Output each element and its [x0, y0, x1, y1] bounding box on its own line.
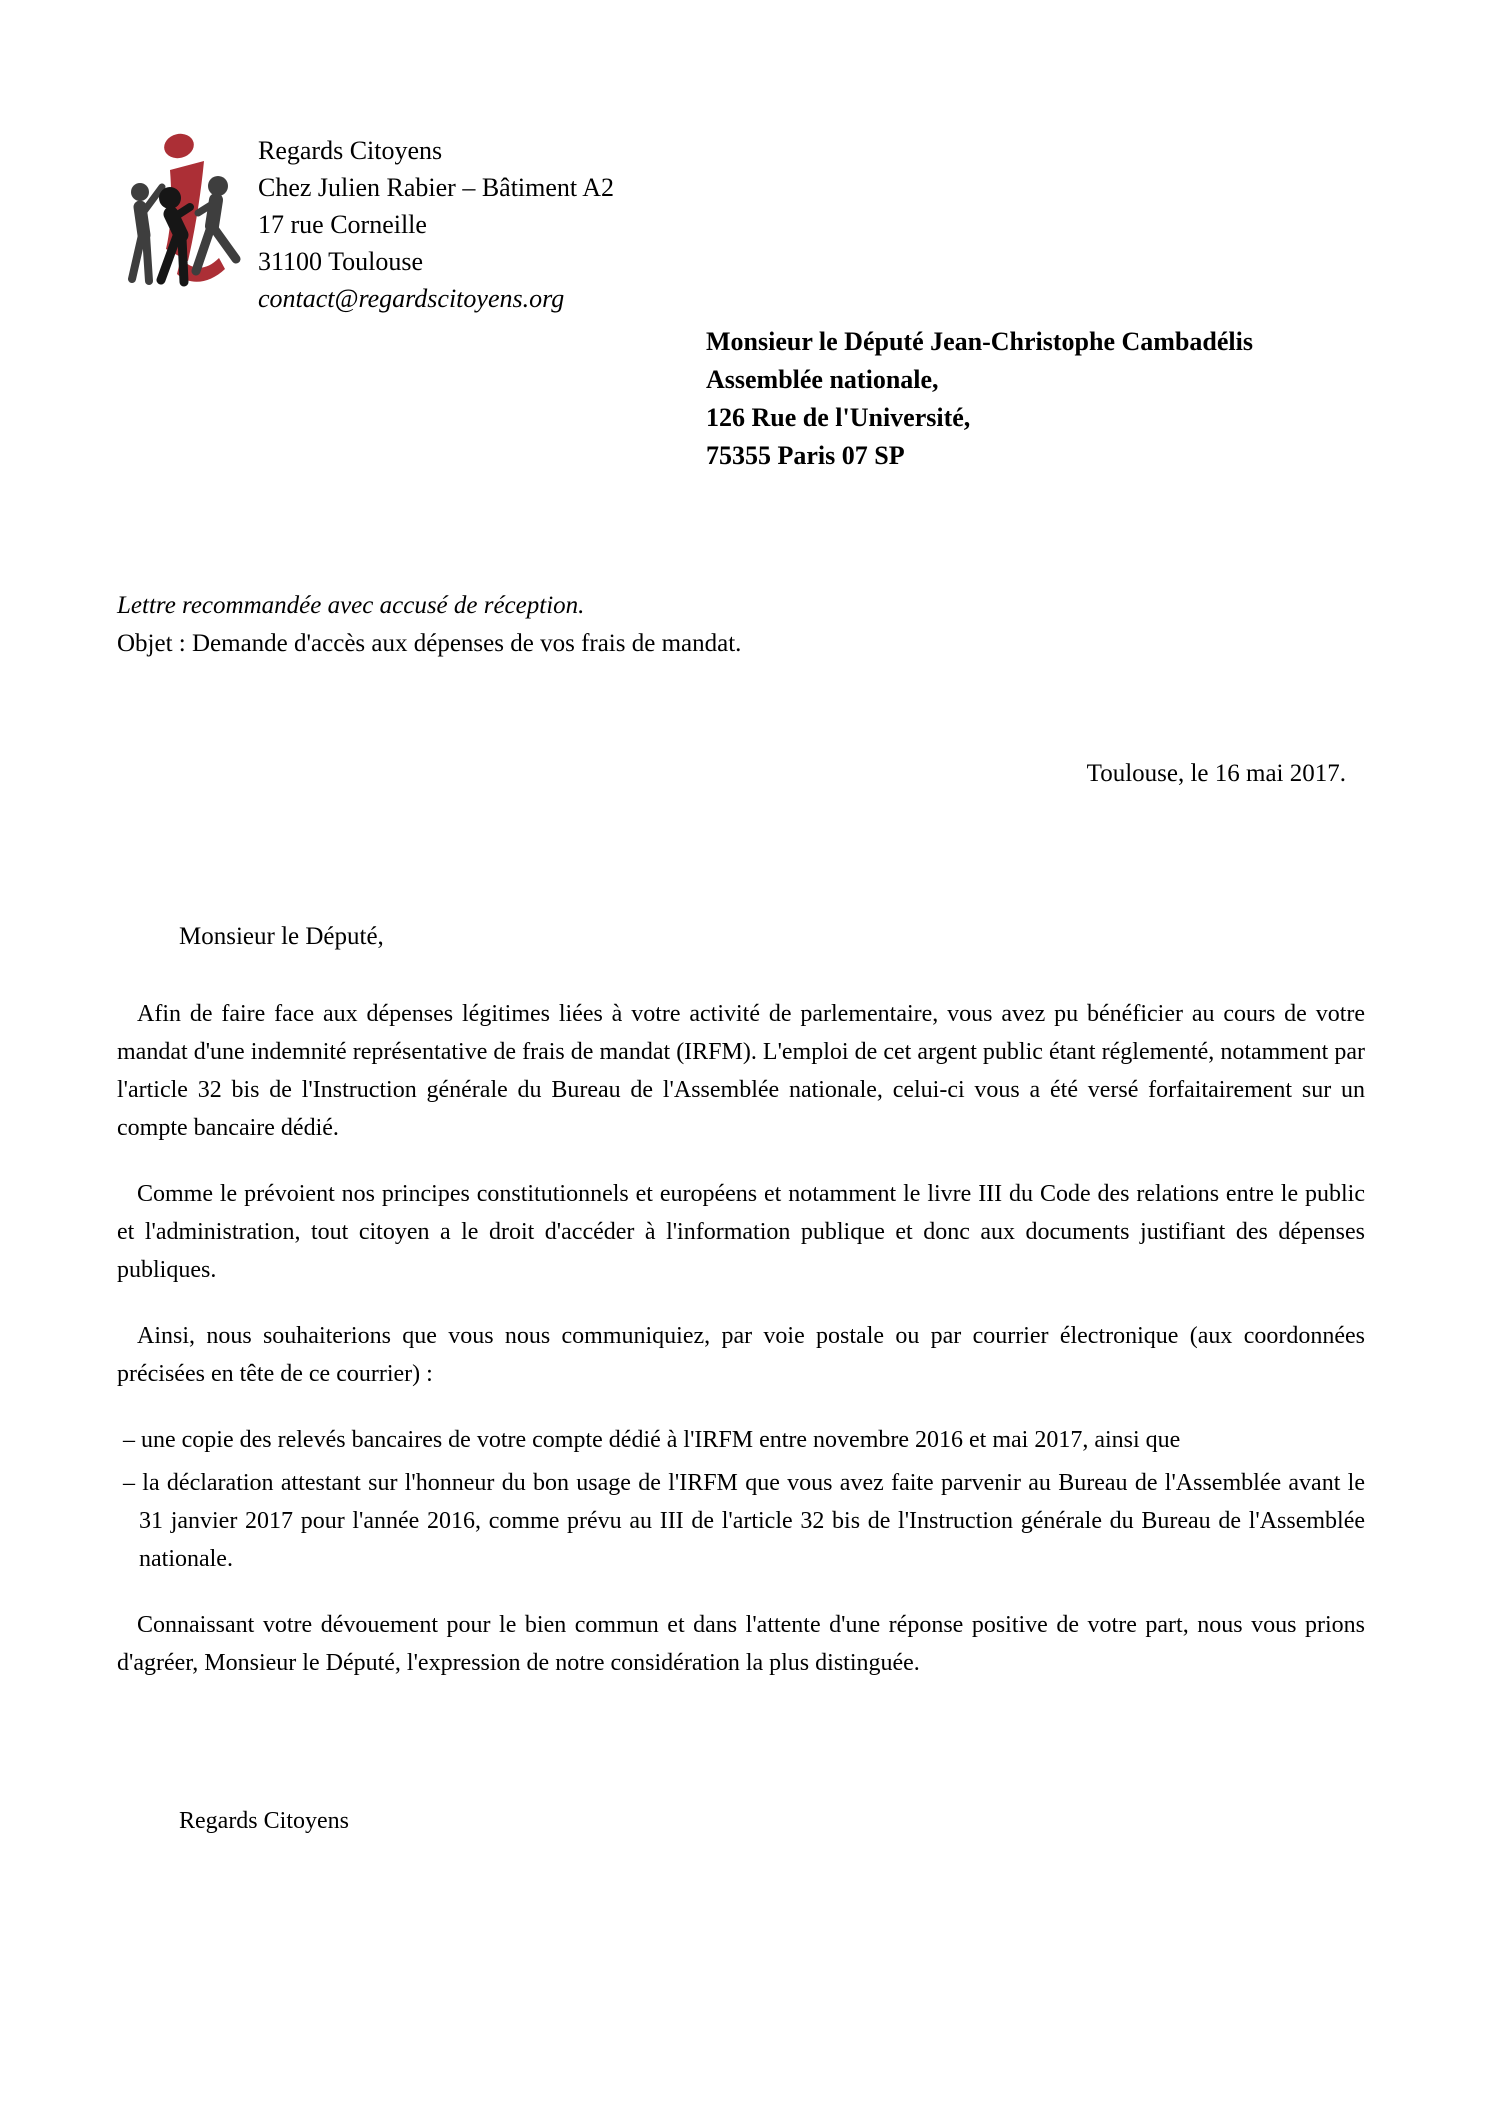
- closing-paragraph: Connaissant votre dévouement pour le bien commun et dans l'attente d'une réponse positive de votre part, nous vous prions d'agréer, Monsieur le Député, l'expression de notre considération la plus distinguée.: [117, 1612, 1365, 1676]
- subject-line: Objet : Demande d'accès aux dépenses de vos frais de mandat.: [117, 630, 742, 657]
- registered-mail-notice: Lettre recommandée avec accusé de réception.: [117, 592, 585, 619]
- sender-address-block: [258, 132, 614, 317]
- list-item: – la déclaration attestant sur l'honneur du bon usage de l'IRFM que vous avez faite parvenir au Bureau de l'Assemblée avant le 31 janvier 2017 pour l'année 2016, comme prévu au III de l'article 32 bis de l'Instruction générale du Bureau de l'Assemblée nationale.: [123, 1470, 1365, 1572]
- salutation: Monsieur le Député,: [179, 923, 384, 950]
- body-paragraph: Ainsi, nous souhaiterions que vous nous communiquiez, par voie postale ou par courrier électronique (aux coordonnées précisées en tête de ce courrier) :: [117, 1323, 1365, 1387]
- request-list: [123, 1421, 1365, 1578]
- body-paragraph: Afin de faire face aux dépenses légitimes liées à votre activité de parlementaire, vous avez pu bénéficier au cours de votre mandat d'une indemnité représentative de frais de mandat (IRFM). L'emploi de cet argent public étant réglementé, notamment par l'article 32 bis de l'Instruction générale du Bureau de l'Assemblée nationale, celui-ci vous a été versé forfaitairement sur un compte bancaire dédié.: [117, 1001, 1365, 1141]
- sender-line: Chez Julien Rabier – Bâtiment A2: [258, 173, 614, 202]
- sender-email: contact@regardscitoyens.org: [258, 284, 565, 313]
- body-paragraph: Comme le prévoient nos principes constitutionnels et européens et notamment le livre III du Code des relations entre le public et l'administration, tout citoyen a le droit d'accéder à l'information publique et donc aux documents justifiant des dépenses publiques.: [117, 1181, 1365, 1283]
- letter-body: [117, 995, 1365, 1840]
- signature: Regards Citoyens: [179, 1808, 349, 1834]
- recipient-line: 126 Rue de l'Université,: [706, 403, 971, 432]
- recipient-name: Monsieur le Député Jean-Christophe Cambadélis: [706, 327, 1253, 356]
- sender-line: 17 rue Corneille: [258, 210, 427, 239]
- sender-org-name: Regards Citoyens: [258, 136, 443, 165]
- list-item: – une copie des relevés bancaires de votre compte dédié à l'IRFM entre novembre 2016 et mai 2017, ainsi que: [123, 1427, 1181, 1453]
- recipient-line: 75355 Paris 07 SP: [706, 441, 905, 470]
- dateline: Toulouse, le 16 mai 2017.: [1086, 760, 1346, 787]
- recipient-address-block: [706, 323, 1253, 475]
- sender-line: 31100 Toulouse: [258, 247, 424, 276]
- recipient-line: Assemblée nationale,: [706, 365, 939, 394]
- letterhead: [126, 130, 614, 317]
- regards-citoyens-logo-icon: [126, 130, 244, 298]
